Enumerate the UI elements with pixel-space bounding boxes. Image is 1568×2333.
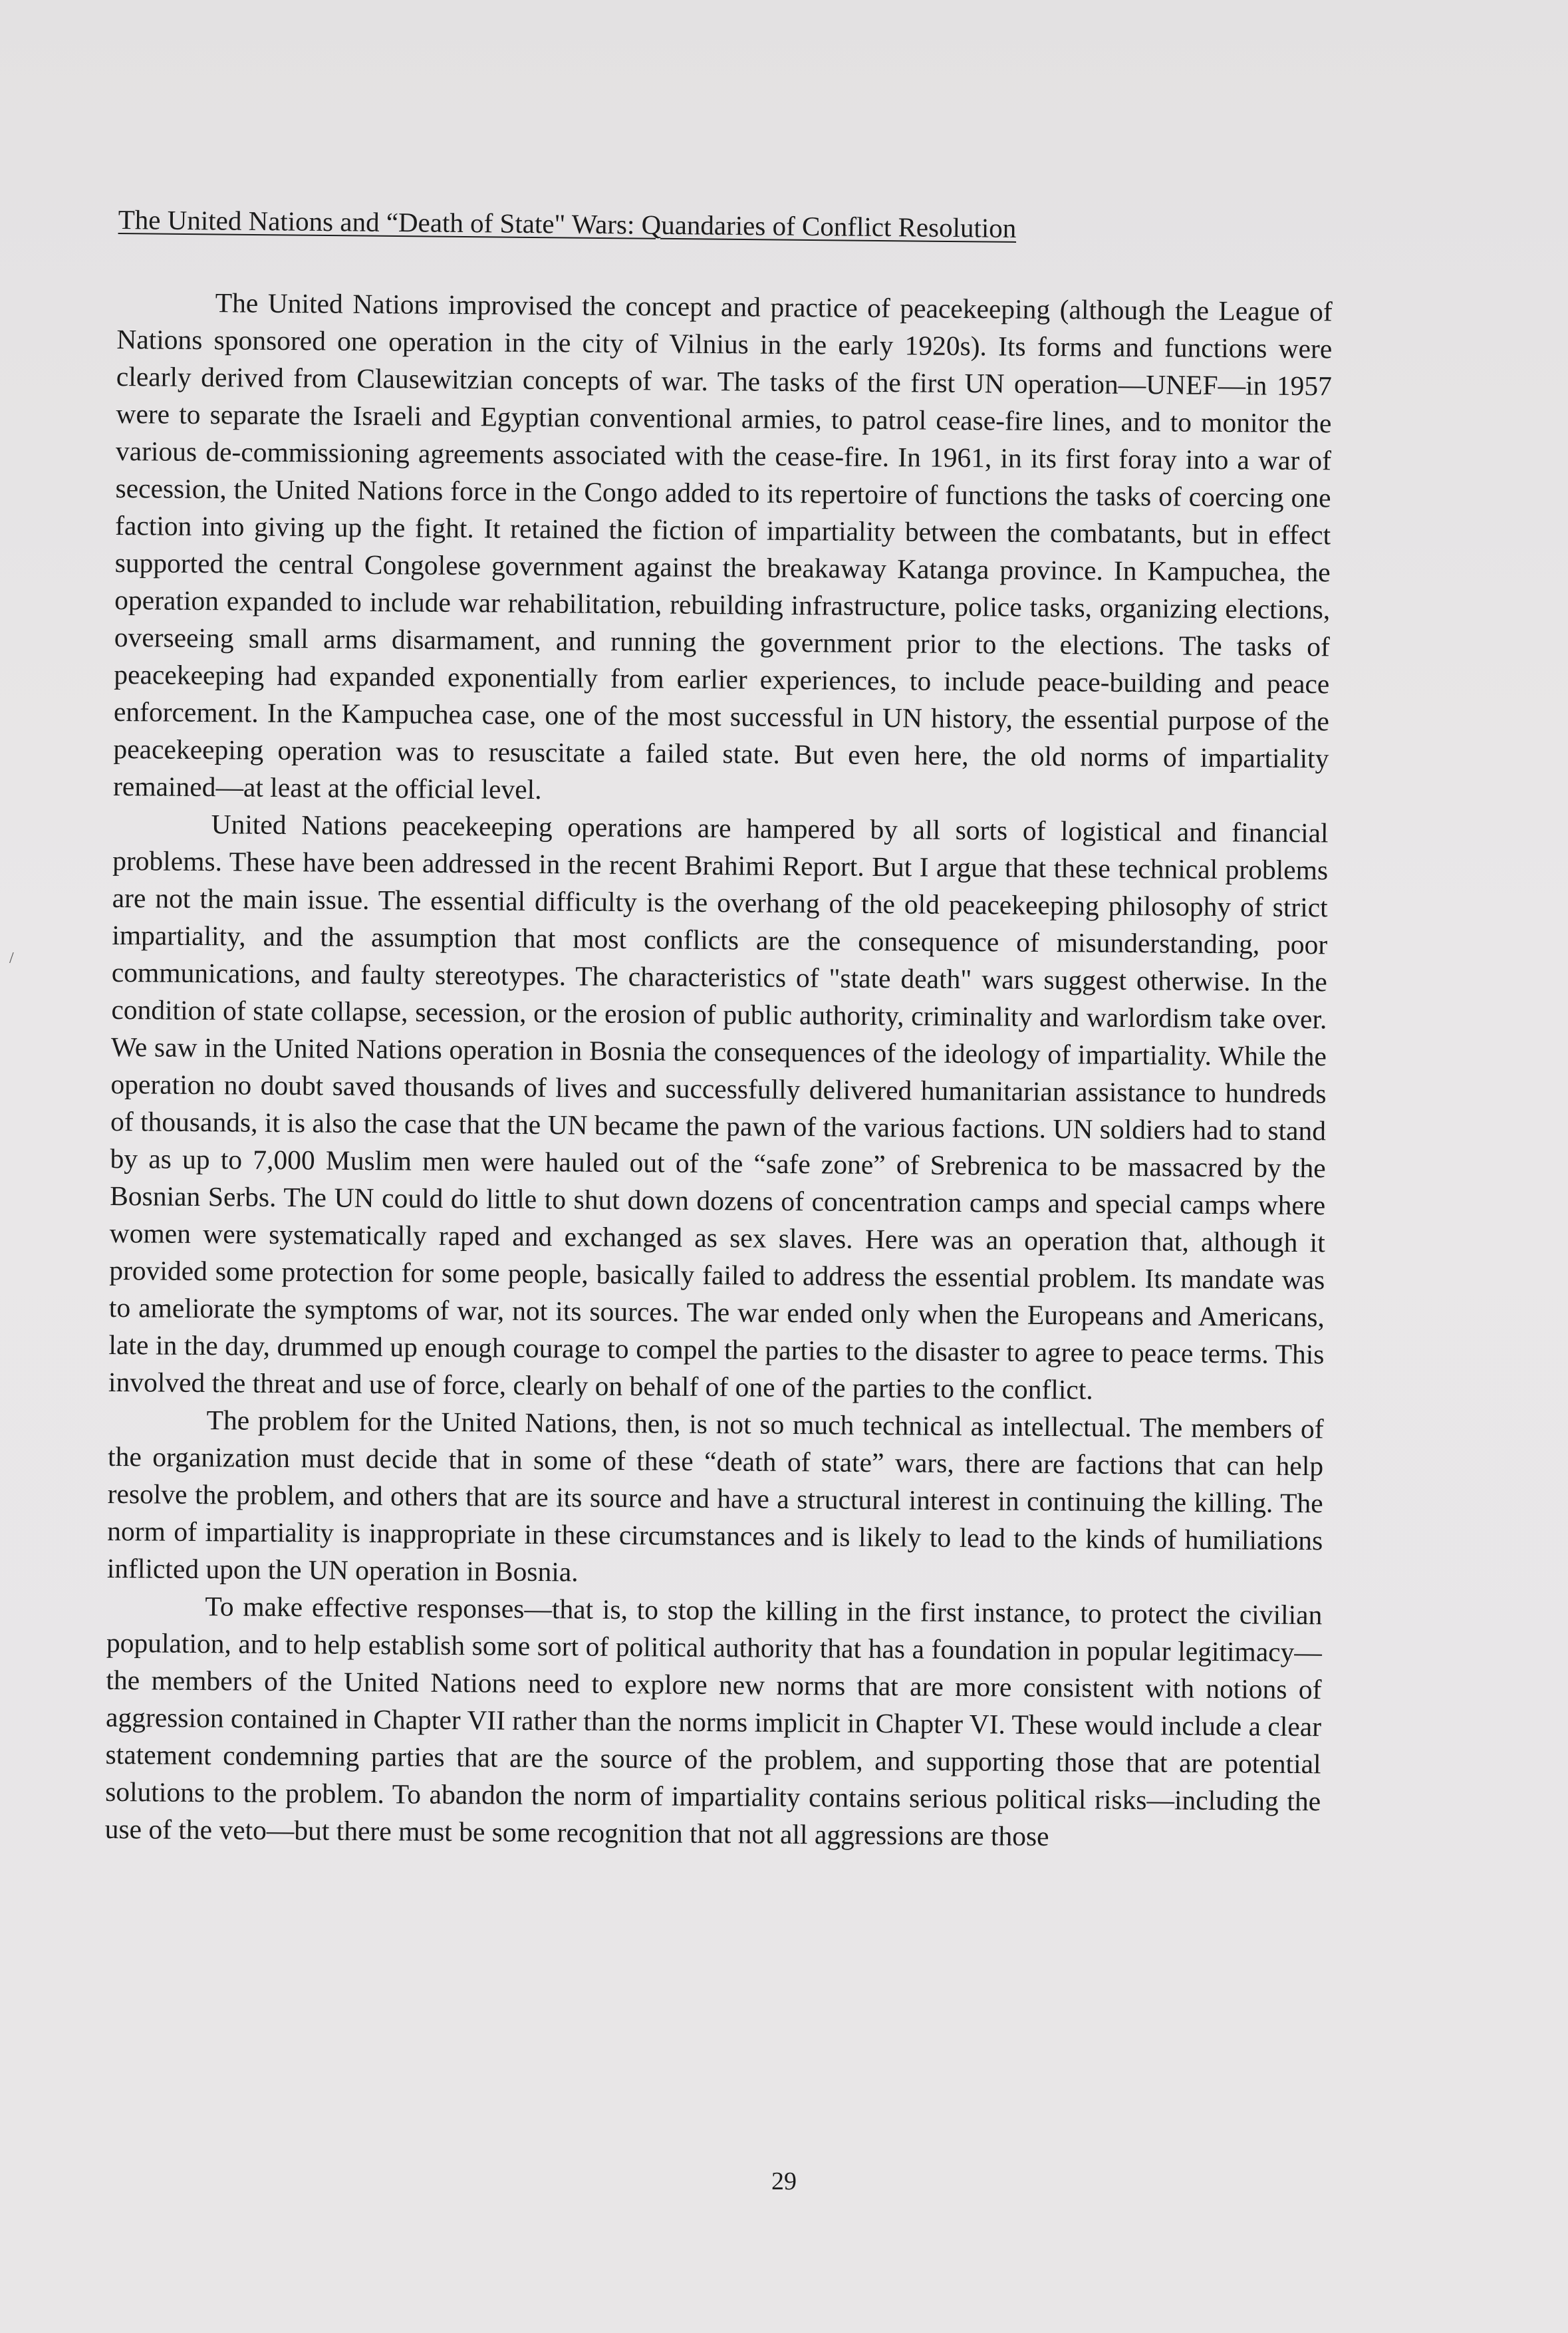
document-title: The United Nations and “Death of State" Wars: Quandaries of Conflict Resolution <box>118 204 1017 243</box>
paragraph-effective-responses: To make effective responses—that is, to stop the killing in the first instance, to protect the civilian population, and to help establish some sort of political authority that has a foundation in popular legitimacy—the members of the United Nations need to explore new norms that are more consistent with notions of aggression contained in Chapter VII rather than the norms implicit in Chapter VI. These would include a clear statement condemning parties that are the source of the problem, and supporting those that are potential solutions to the problem. To abandon the norm of impartiality contains serious political risks—including the use of the veto—but there must be some recognition that not all aggressions are those <box>104 1591 1323 1852</box>
paragraph-intellectual-problem: The problem for the United Nations, then, is not so much technical as intellectual. The members of the organization must decide that in some of these “death of state” wars, there are factions that can help resolve the problem, and others that are its source and have a structural interest in continuing the killing. The norm of impartiality is inappropriate in these circumstances and is likely to lead to the kinds of humiliations inflicted upon the UN operation in Bosnia. <box>106 1405 1324 1587</box>
paragraph-peacekeeping-history: The United Nations improvised the concept and practice of peacekeeping (although the League of Nations sponsored one operation in the city of Vilnius in the early 1920s). Its forms and functions were clearly derived from Clausewitzian concepts of war. The tasks of the first UN operation—UNEF—in 1957 were to separate the Israeli and Egyptian conventional armies, to patrol cease-fire lines, and to monitor the various de-commissioning agreements associated with the cease-fire. In 1961, in its first foray into a war of secession, the United Nations force in the Congo added to its repertoire of functions the tasks of coercing one faction into giving up the fight. It retained the fiction of impartiality between the combatants, but in effect supported the central Congolese government against the breakaway Katanga province. In Kampuchea, the operation expanded to include war rehabilitation, rebuilding infrastructure, police tasks, organizing elections, overseeing small arms disarmament, and running the government prior to the elections. The tasks of peacekeeping had expanded exponentially from earlier experiences, to include peace-building and peace enforcement. In the Kampuchea case, one of the most successful in UN history, the essential purpose of the peacekeeping operation was to resuscitate a failed state. But even here, the old norms of impartiality remained—at least at the official level. <box>112 287 1333 805</box>
document-body <box>105 283 1333 1857</box>
page-number: 29 <box>771 2167 797 2195</box>
stray-pen-mark: / <box>9 950 14 967</box>
paragraph-impartiality-problem: United Nations peacekeeping operations are hampered by all sorts of logistical and financial problems. These have been addressed in the recent Brahimi Report. But I argue that these technical problems are not the main issue. The essential difficulty is the overhang of the old peacekeeping philosophy of strict impartiality, and the assumption that most conflicts are the consequence of misunderstanding, poor communications, and faulty stereotypes. The characteristics of "state death" wars suggest otherwise. In the condition of state collapse, secession, or the erosion of public authority, criminality and warlordism take over. We saw in the United Nations operation in Bosnia the consequences of the ideology of impartiality. While the operation no doubt saved thousands of lives and successfully delivered humanitarian assistance to hundreds of thousands, it is also the case that the UN became the pawn of the various factions. UN soldiers had to stand by as up to 7,000 Muslim men were hauled out of the “safe zone” of Srebrenica to be massacred by the Bosnian Serbs. The UN could do little to shut down dozens of concentration camps and special camps where women were systematically raped and exchanged as sex slaves. Here was an operation that, although it provided some protection for some people, basically failed to address the essential problem. Its mandate was to ameliorate the symptoms of war, not its sources. The war ended only when the Europeans and Americans, late in the day, drummed up enough courage to compel the parties to the disaster to agree to peace terms. This involved the threat and use of force, clearly on behalf of one of the parties to the conflict. <box>108 809 1329 1405</box>
